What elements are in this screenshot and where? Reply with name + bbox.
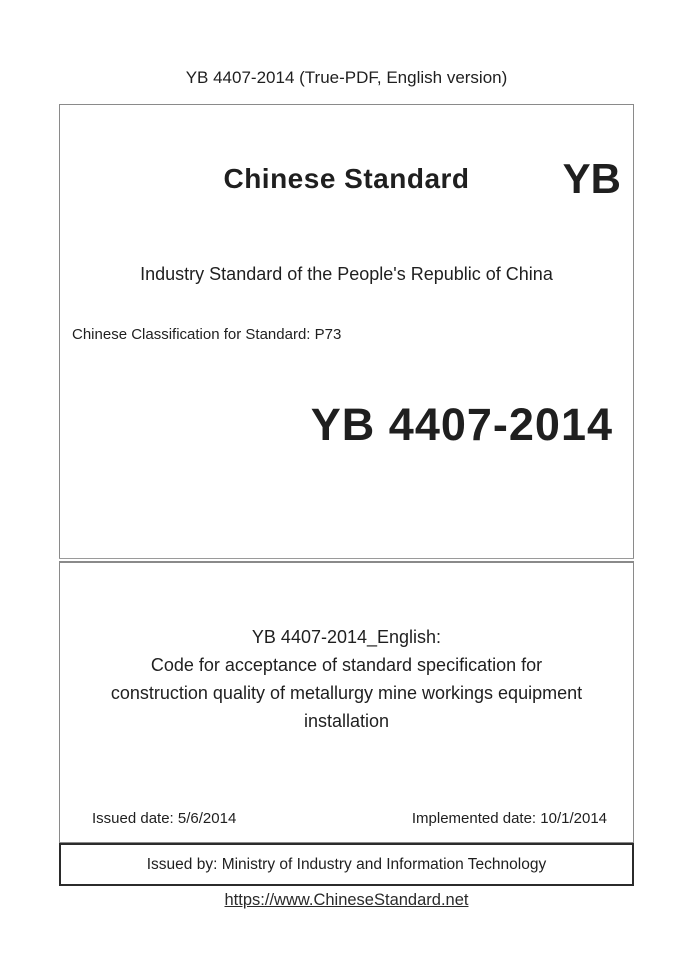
website-link[interactable]: https://www.ChineseStandard.net [224,891,469,909]
brand-title: Chinese Standard [223,163,470,194]
dates-row [60,807,633,831]
standard-type-label: Industry Standard of the People's Republic of China [140,264,553,284]
issued-date-label: Issued date: 5/6/2014 [92,810,237,827]
section-divider [59,558,634,563]
issuer-label: Issued by: Ministry of Industry and Information Technology [146,855,547,873]
english-title-line: Code for acceptance of standard specification for [150,655,543,675]
implemented-date-label: Implemented date: 10/1/2014 [411,810,607,827]
english-title-line: YB 4407-2014_English: [251,627,442,647]
issuer-box [59,843,634,886]
english-title-line: construction quality of metallurgy mine workings equipment [110,683,583,703]
brand-code: YB [562,155,621,202]
footer-link-row [0,888,693,912]
standard-number: YB 4407-2014 [310,399,613,450]
page-header-title: YB 4407-2014 (True-PDF, English version) [185,68,508,87]
english-title-line: installation [303,711,390,731]
brand-row [60,149,633,209]
english-title-block [60,623,633,735]
classification-label: Chinese Classification for Standard: P73 [72,326,342,343]
cover-box [59,104,634,843]
